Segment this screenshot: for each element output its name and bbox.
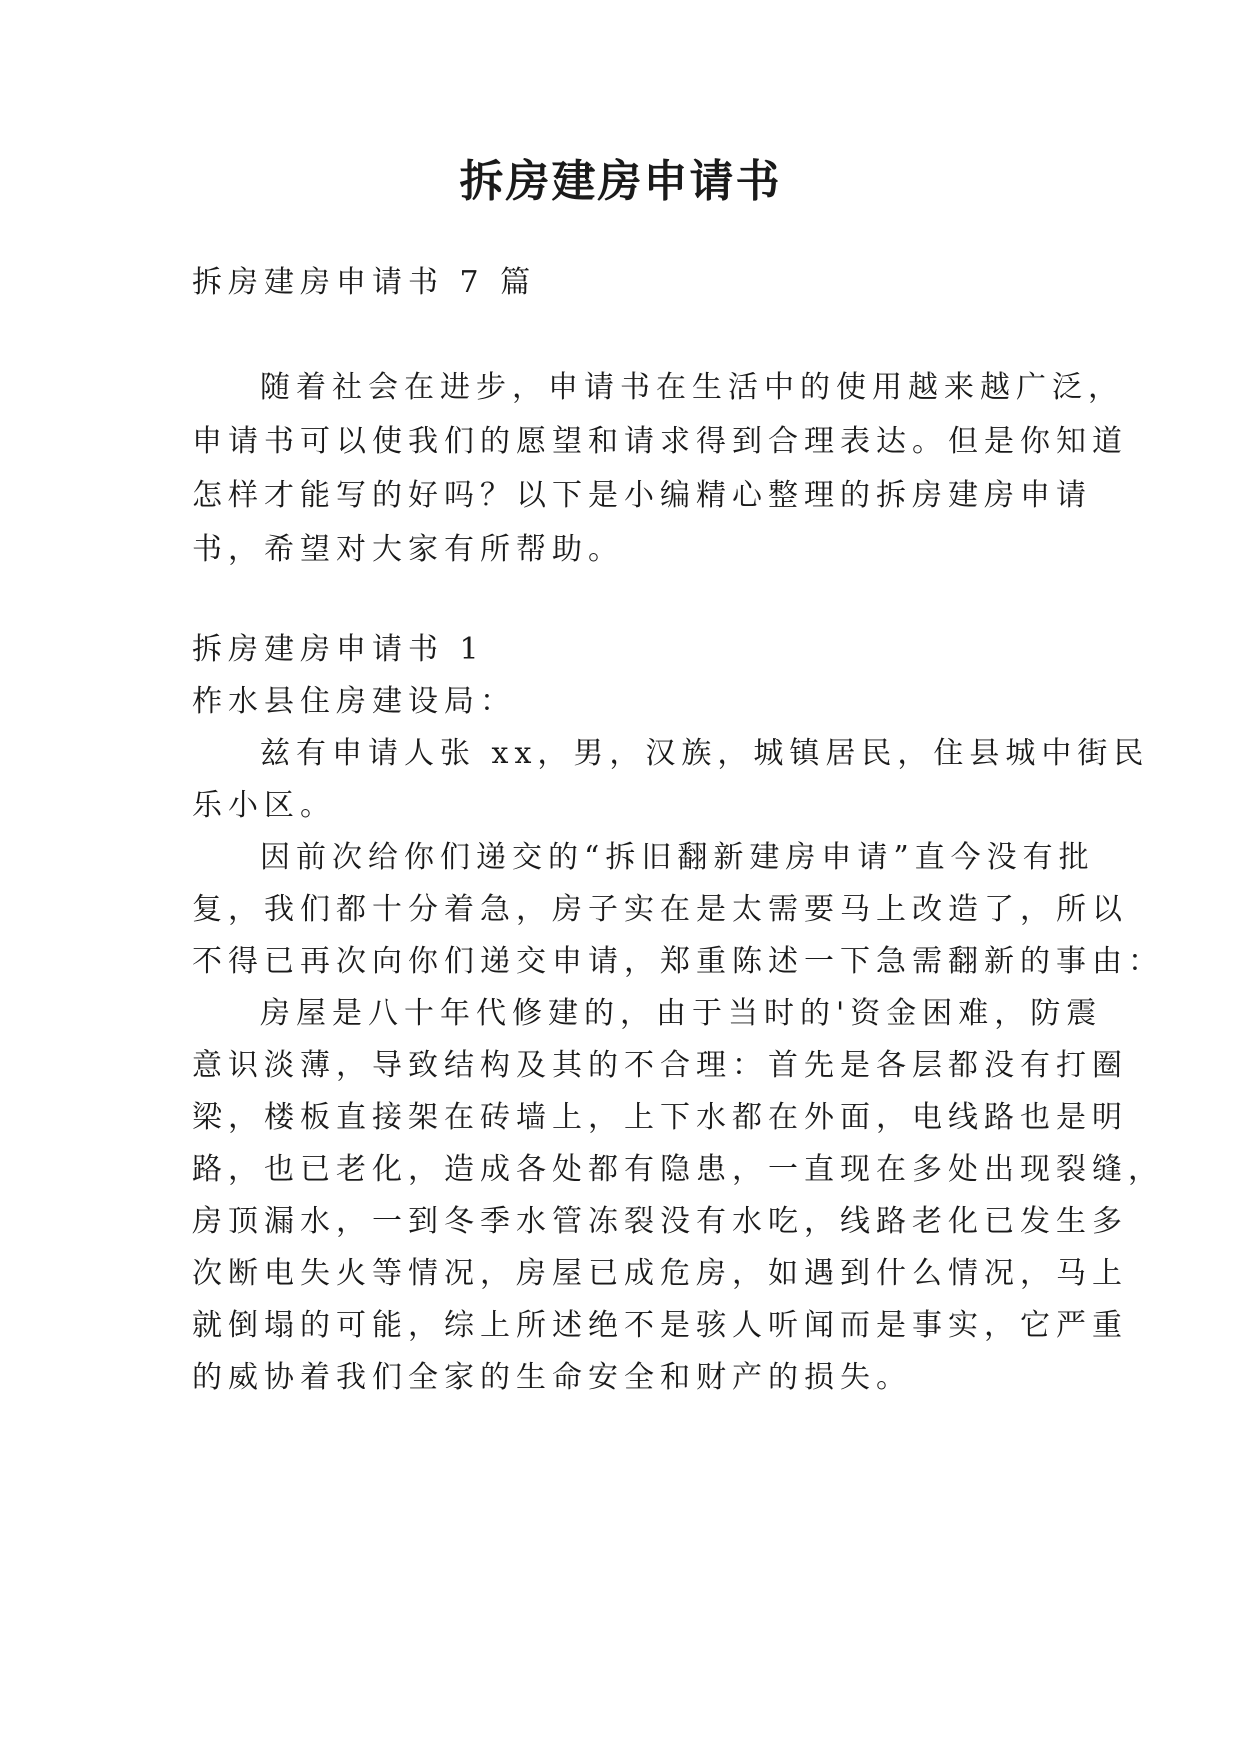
intro-line: 随着社会在进步，申请书在生活中的使用越来越广泛， [260,370,1124,405]
intro-line: 怎样才能写的好吗？以下是小编精心整理的拆房建房申请 [192,478,1092,513]
intro-line: 书，希望对大家有所帮助。 [192,532,624,567]
document-title: 拆房建房申请书 [459,156,782,207]
section-heading: 拆房建房申请书 1 [192,632,485,667]
body-line: 的威协着我们全家的生命安全和财产的损失。 [192,1360,912,1395]
body-line: 就倒塌的可能，综上所述绝不是骇人听闻而是事实，它严重 [192,1308,1128,1343]
body-line: 乐小区。 [192,788,336,823]
body-line: 路，也已老化，造成各处都有隐患，一直现在多处出现裂缝， [192,1152,1164,1187]
body-line: 不得已再次向你们递交申请，郑重陈述一下急需翻新的事由： [192,944,1164,979]
body-line: 梁，楼板直接架在砖墙上，上下水都在外面，电线路也是明 [192,1100,1128,1135]
document-subtitle: 拆房建房申请书 7 篇 [192,265,537,300]
body-line: 次断电失火等情况，房屋已成危房，如遇到什么情况，马上 [192,1256,1128,1291]
addressee: 柞水县住房建设局： [192,684,516,719]
body-line: 房屋是八十年代修建的，由于当时的'资金困难，防震 [260,996,1103,1031]
body-line: 兹有申请人张 xx，男，汉族，城镇居民，住县城中街民 [260,736,1150,771]
body-line: 因前次给你们递交的“拆旧翻新建房申请”直今没有批 [260,840,1095,875]
body-line: 复，我们都十分着急，房子实在是太需要马上改造了，所以 [192,892,1128,927]
body-line: 房顶漏水，一到冬季水管冻裂没有水吃，线路老化已发生多 [192,1204,1128,1239]
intro-line: 申请书可以使我们的愿望和请求得到合理表达。但是你知道 [192,424,1128,459]
body-line: 意识淡薄，导致结构及其的不合理：首先是各层都没有打圈 [192,1048,1128,1083]
